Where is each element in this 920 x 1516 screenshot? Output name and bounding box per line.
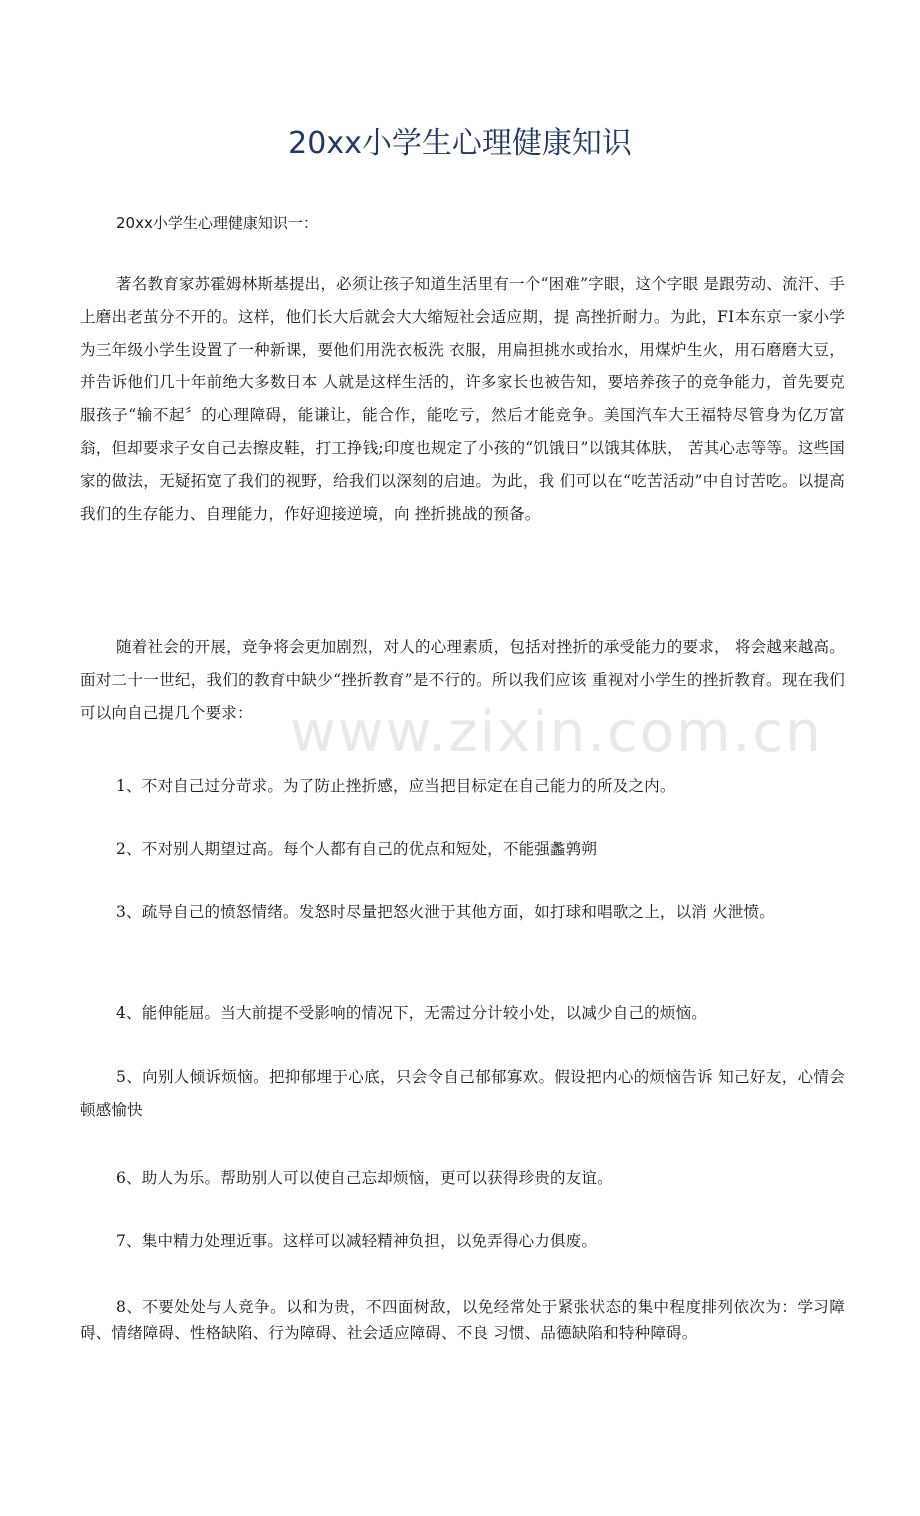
site-watermark: www.zixin.com.cn — [290, 700, 823, 765]
list-item: 1、不对自己过分苛求。为了防止挫折感，应当把目标定在自己能力的所及之内。 — [116, 777, 676, 795]
body-paragraph: 著名教育家苏霍姆林斯基提出，必须让孩子知道生活里有一个“困难”字眼，这个字眼 是跟劳动、流汗、手上磨出老茧分不开的。这样，他们长大后就会大大缩短社会适应期，提 高挫折耐力。为此，FI本东京一家小学为三年级小学生设置了一种新课，要他们用洗衣板洗 衣服，用扁担挑水或抬水，用煤炉生火，用石磨磨大豆，并告诉他们几十年前绝大多数日本 人就是这样生活的，许多家长也被告知，要培养孩子的竞争能力，首先要克服孩子“输不起〞的心理障碍，能谦让，能合作，能吃亏，然后才能竞争。美国汽车大王福特尽管身为亿万富 翁，但却要求子女自己去擦皮鞋，打工挣钱;印度也规定了小孩的“饥饿日”以饿其体肤， 苦其心志等等。这些国家的做法，无疑拓宽了我们的视野，给我们以深刻的启迪。为此，我 们可以在“吃苦活动”中自讨苦吃。以提高我们的生存能力、自理能力，作好迎接逆境，向 挫折挑战的预备。 — [80, 275, 845, 523]
list-item: 7、集中精力处理近事。这样可以减轻精神负担，以免弄得心力俱废。 — [116, 1232, 598, 1250]
section-subtitle: 20xx小学生心理健康知识一： — [116, 214, 318, 232]
list-item: 4、能伸能屈。当大前提不受影响的情况下，无需过分计较小处，以减少自己的烦恼。 — [116, 1004, 707, 1022]
list-item: 3、疏导自己的愤怒情绪。发怒时尽量把怒火泄于其他方面，如打球和唱歌之上，以消 火泄愤。 — [116, 903, 775, 921]
list-item: 8、不要处处与人竞争。以和为贵，不四面树敌，以免经常处于紧张状态的集中程度排列依次为：学习障碍、情绪障碍、性格缺陷、行为障碍、社会适应障碍、不良 习惯、品德缺陷和特种障碍。 — [80, 1298, 845, 1342]
page-title: 20xx小学生心理健康知识 — [288, 126, 632, 161]
list-item: 5、向别人倾诉烦恼。把抑郁埋于心底，只会令自己郁郁寡欢。假设把内心的烦恼告诉 知己好友，心情会顿感愉快 — [80, 1068, 845, 1119]
body-paragraph: 随着社会的开展，竞争将会更加剧烈，对人的心理素质，包括对挫折的承受能力的要求， 将会越来越高。面对二十一世纪，我们的教育中缺少“挫折教育”是不行的。所以我们应该 重视对小学生的挫折教育。现在我们可以向自己提几个要求： — [80, 638, 845, 722]
list-item: 2、不对别人期望过高。每个人都有自己的优点和短处，不能强蠡鹑朔 — [116, 840, 598, 858]
list-item: 6、助人为乐。帮助别人可以使自己忘却烦恼，更可以获得珍贵的友谊。 — [116, 1169, 613, 1187]
